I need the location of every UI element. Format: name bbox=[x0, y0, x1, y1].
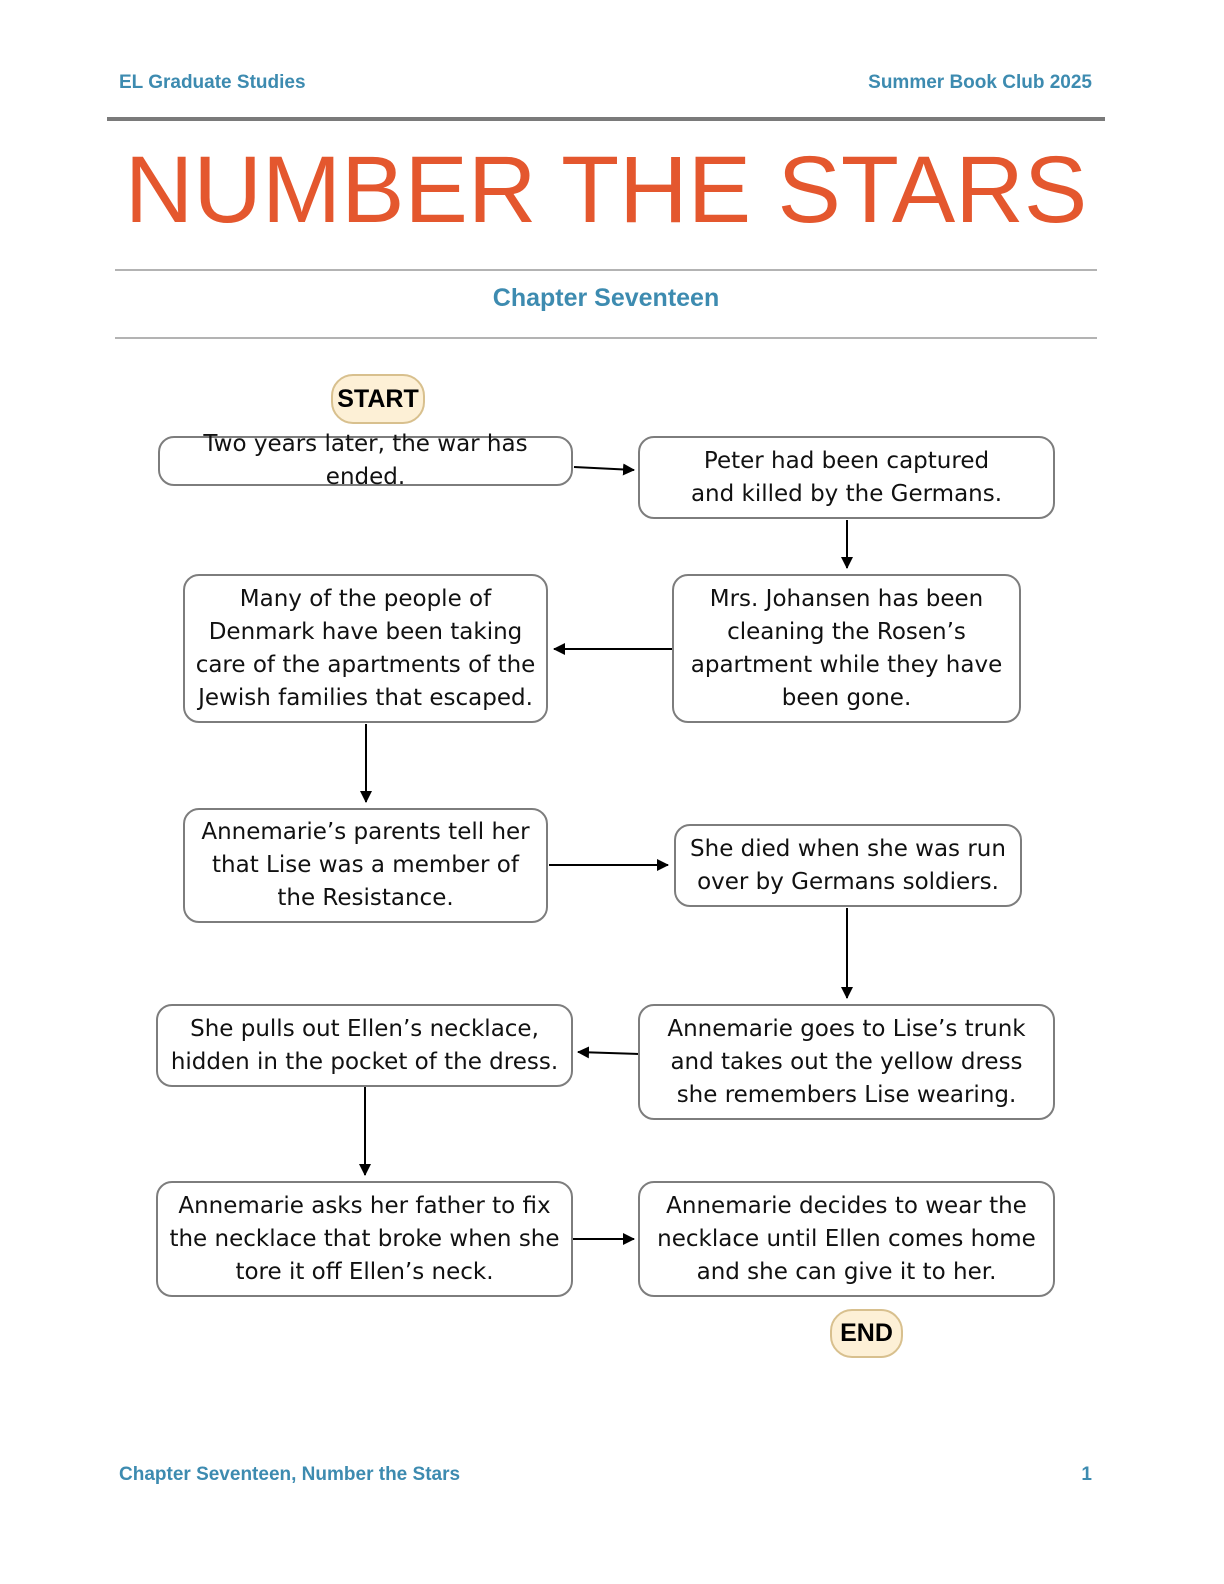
end-badge: END bbox=[830, 1309, 903, 1358]
footer-left-text: Chapter Seventeen, Number the Stars bbox=[119, 1464, 461, 1485]
arrow-7-8 bbox=[578, 1052, 639, 1054]
start-badge: START bbox=[331, 374, 425, 424]
flow-step-10: Annemarie decides to wear the necklace until Ellen comes home and she can give it to her. bbox=[638, 1181, 1055, 1297]
page-title: NUMBER THE STARS bbox=[124, 137, 1088, 243]
flow-step-7: Annemarie goes to Lise’s trunk and takes out the yellow dress she remembers Lise wearing. bbox=[638, 1004, 1055, 1120]
header-left-text: EL Graduate Studies bbox=[119, 72, 306, 93]
flow-step-4: Many of the people of Denmark have been taking care of the apartments of the Jewish families that escaped. bbox=[183, 574, 548, 723]
chapter-subtitle: Chapter Seventeen bbox=[492, 284, 720, 312]
flow-step-5: Annemarie’s parents tell her that Lise was a member of the Resistance. bbox=[183, 808, 548, 923]
page-number: 1 bbox=[1081, 1464, 1092, 1485]
arrow-1-2 bbox=[574, 467, 634, 470]
flow-step-2: Peter had been captured and killed by the Germans. bbox=[638, 436, 1055, 519]
flow-step-9: Annemarie asks her father to fix the necklace that broke when she tore it off Ellen’s neck. bbox=[156, 1181, 573, 1297]
flow-step-6: She died when she was run over by Germans soldiers. bbox=[674, 824, 1022, 907]
flow-step-8: She pulls out Ellen’s necklace, hidden in the pocket of the dress. bbox=[156, 1004, 573, 1087]
header-right-text: Summer Book Club 2025 bbox=[868, 72, 1092, 93]
flow-step-3: Mrs. Johansen has been cleaning the Rosen’s apartment while they have been gone. bbox=[672, 574, 1021, 723]
flow-step-1: Two years later, the war has ended. bbox=[158, 436, 573, 486]
